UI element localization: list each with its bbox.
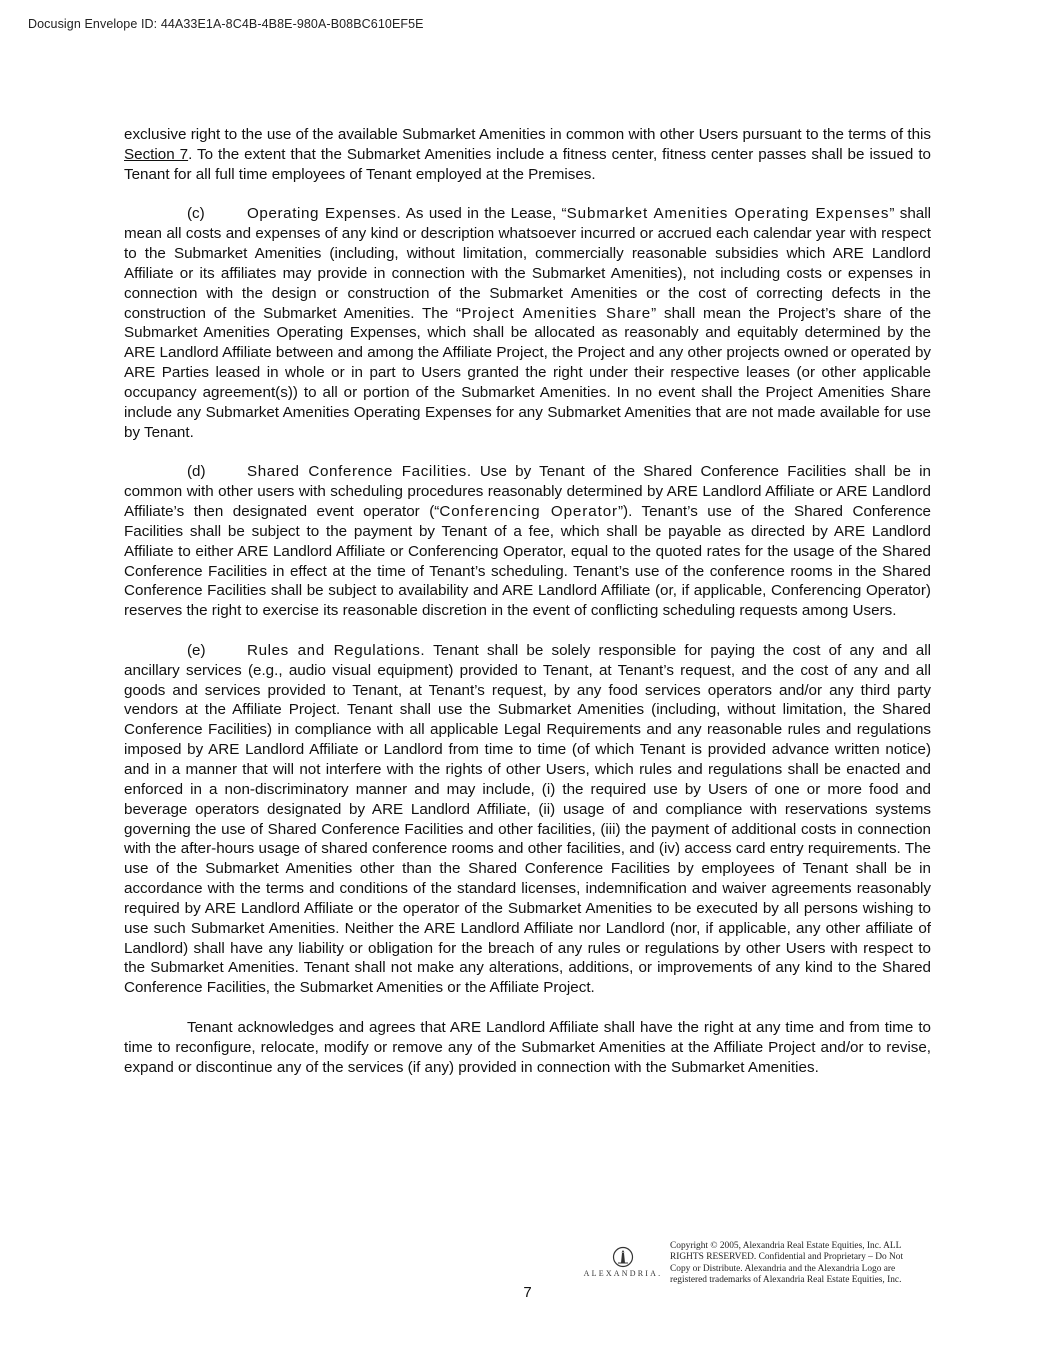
alexandria-logo <box>580 1246 666 1278</box>
heading-operating-expenses: Operating Expenses. <box>247 205 402 223</box>
document-body <box>124 125 931 1097</box>
docusign-envelope-id: Docusign Envelope ID: 44A33E1A-8C4B-4B8E-980A-B08BC610EF5E <box>28 17 424 31</box>
copyright-line: registered trademarks of Alexandria Real Estate Equities, Inc. <box>670 1274 902 1285</box>
defined-term-submarket-amenities-operating-expenses: Submarket Amenities Operating Expenses <box>566 205 890 223</box>
paragraph-text: . To the extent that the Submarket Amenities include a fitness center, fitness center passes shall be issued to Tenant for all full time employees of Tenant employed at the Premises. <box>124 145 931 183</box>
paragraph-text: As used in the Lease, “ <box>401 205 567 223</box>
copyright-notice <box>670 1241 930 1286</box>
copyright-line: Copy or Distribute. Alexandria and the Alexandria Logo are <box>670 1263 896 1274</box>
copyright-line: RIGHTS RESERVED. Confidential and Proprietary – Do Not <box>670 1252 904 1263</box>
item-marker-d: (d) <box>187 463 206 481</box>
page-number: 7 <box>523 1284 532 1301</box>
item-marker-e: (e) <box>187 641 206 659</box>
copyright-line: Copyright © 2005, Alexandria Real Estate Equities, Inc. ALL <box>670 1241 902 1251</box>
section-7-reference: Section 7 <box>124 145 189 163</box>
heading-rules-and-regulations: Rules and Regulations. <box>247 641 426 659</box>
alexandria-wordmark: ALEXANDRIA. <box>583 1269 663 1278</box>
defined-term-conferencing-operator: Conferencing Operator <box>439 503 618 521</box>
paragraph-text: ” shall mean the Project’s share of the Submarket Amenities Operating Expenses, which shall be allocated as reasonably and equitably determined by the ARE Landlord Affiliate between and among the Affiliate Project, the Project and any other projects owned or operated by ARE Parties leased in whole or in part to Users granted the right under their respective leases (or other applicable occupancy agreement(s)) to all or portion of the Submarket Amenities. In no event shall the Project Amenities Share include any Submarket Amenities Operating Expenses for any Submarket Amenities that are not made available for use by Tenant. <box>124 304 932 441</box>
paragraph-text: exclusive right to the use of the available Submarket Amenities in common with other Users pursuant to the terms of this <box>124 126 931 143</box>
paragraph-tenant-acknowledgement: Tenant acknowledges and agrees that ARE Landlord Affiliate shall have the right at any time and from time to time to reconfigure, relocate, modify or remove any of the Submarket Amenities at the Affiliate Project and/or to revise, expand or discontinue any of the services (if any) provided in connection with the Submarket Amenities. <box>124 1018 931 1076</box>
paragraph-rules-and-regulations <box>124 641 931 998</box>
paragraph-continuation <box>124 125 931 185</box>
paragraph-operating-expenses <box>124 204 931 442</box>
paragraph-shared-conference-facilities <box>124 462 931 621</box>
defined-term-project-amenities-share: Project Amenities Share <box>461 304 652 322</box>
paragraph-text: Use by Tenant of the Shared Conference Facilities shall be in common with other users with scheduling procedures reasonably determined by ARE Landlord Affiliate or ARE Landlord Affiliate’s then designated event operator (“ <box>124 463 931 521</box>
lighthouse-icon <box>612 1246 634 1268</box>
paragraph-text: ” shall mean all costs and expenses of any kind or description whatsoever incurred or accrued each calendar year with respect to the Submarket Amenities (including, without limitation, commercially reasonable subsidies which ARE Landlord Affiliate or its affiliates may provide in connection with the Submarket Amenities), not including costs or expenses in connection with the design or construction of the Submarket Amenities or the cost of correcting defects in the construction of the Submarket Amenities. The “ <box>124 205 932 322</box>
paragraph-text: ”). Tenant’s use of the Shared Conference Facilities shall be subject to the payment by Tenant of a fee, which shall be payable as directed by ARE Landlord Affiliate to either ARE Landlord Affiliate or Conferencing Operator, equal to the quoted rates for the usage of the Shared Conference Facilities in effect at the time of Tenant’s scheduling. Tenant’s use of the conference rooms in the Shared Conference Facilities shall be subject to availability and ARE Landlord Affiliate (or, if applicable, Conferencing Operator) reserves the right to exercise its reasonable discretion in the event of conflicting scheduling requests among Users. <box>124 503 931 620</box>
heading-shared-conference-facilities: Shared Conference Facilities. <box>247 463 472 481</box>
paragraph-text: Tenant shall be solely responsible for paying the cost of any and all ancillary services (e.g., audio visual equipment) provided to Tenant, at Tenant’s request, and the cost of any and all goods and services provided to Tenant, at Tenant’s request, by any food services operators and/or any third party vendors at the Affiliate Project. Tenant shall use the Submarket Amenities (including, without limitation, the Shared Conference Facilities) in compliance with all applicable Legal Requirements and any reasonable rules and regulations imposed by ARE Landlord Affiliate or Landlord from time to time (of which Tenant is provided advance written notice) and in a manner that will not interfere with the rights of other Users, which rules and regulations shall be enacted and enforced in a non-discriminatory manner and may include, (i) the required use by Users of one or more food and beverage operators designated by ARE Landlord Affiliate, (ii) usage of and compliance with reservations systems governing the use of Shared Conference Facilities and other facilities, (iii) the payment of additional costs in connection with the after-hours usage of shared conference rooms and other facilities, and (iv) access card entry requirements. The use of the Submarket Amenities other than the Shared Conference Facilities by employees of Tenant shall be in accordance with the terms and conditions of the standard licenses, indemnification and waiver agreements reasonably required by ARE Landlord Affiliate or the operator of the Submarket Amenities to be executed by all persons wishing to use such Submarket Amenities. Neither the ARE Landlord Affiliate nor Landlord (nor, if applicable, any other affiliate of Landlord) shall have any liability or obligation for the breach of any rules or regulations by other Users with respect to the Submarket Amenities. Tenant shall not make any alterations, additions, or improvements of any kind to the Shared Conference Facilities, the Submarket Amenities or the Affiliate Project. <box>124 641 931 997</box>
item-marker-c: (c) <box>187 205 205 223</box>
